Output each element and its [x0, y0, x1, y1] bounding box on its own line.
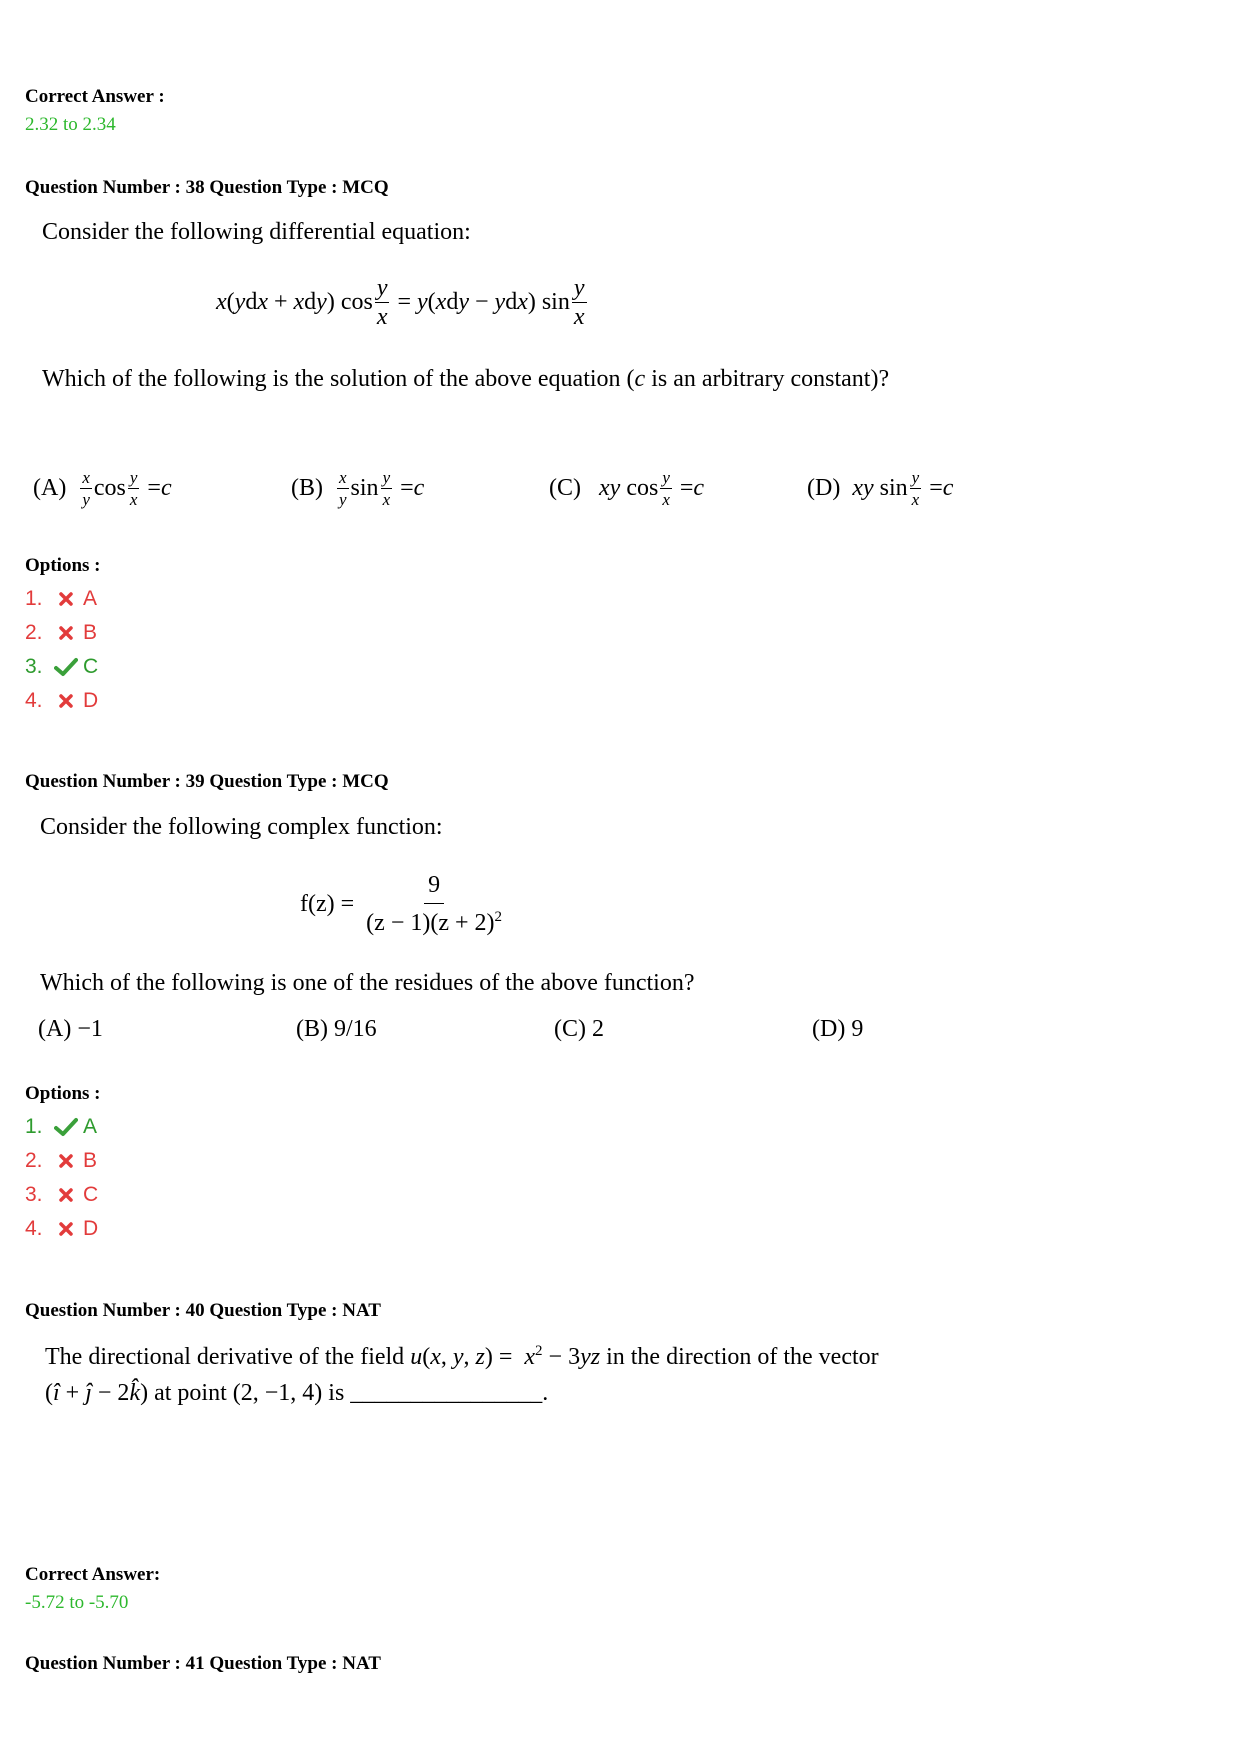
option-1[interactable]: 1. A	[25, 587, 98, 610]
choice-a: (A) −1	[38, 1016, 103, 1042]
question-39-equation: f(z) = $\frac{9}{(z - 1)(z + 2)^2}$	[300, 872, 503, 936]
choice-d: (D) 9	[812, 1016, 864, 1042]
choice-c: (C) xy cos $\frac{y}{x}$ = c	[549, 467, 705, 509]
choice-a: (A) $\frac{x}{y}$ cos $\frac{y}{x}$ = c	[33, 467, 172, 509]
correct-answer-label: Correct Answer :	[25, 86, 165, 107]
question-40-line2: (î + ĵ − 2k̂) at point (2, −1, 4) is ________________.	[45, 1380, 549, 1406]
cross-icon	[53, 591, 79, 607]
correct-answer-value: 2.32 to 2.34	[25, 114, 116, 135]
correct-answer-value: -5.72 to -5.70	[25, 1592, 129, 1613]
question-38-options	[25, 582, 98, 718]
cross-icon	[53, 1187, 79, 1203]
cross-icon	[53, 1153, 79, 1169]
question-40-header: Question Number : 40 Question Type : NAT	[25, 1300, 381, 1321]
question-39-header: Question Number : 39 Question Type : MCQ	[25, 771, 389, 792]
option-4[interactable]: 4. D	[25, 1217, 99, 1240]
correct-answer-label: Correct Answer:	[25, 1564, 161, 1585]
question-40-line1: The directional derivative of the field u(x, y, $z) = x^2 - 3yz$ in the direction of the vector	[45, 1343, 879, 1370]
option-2[interactable]: 2. B	[25, 1149, 98, 1172]
option-2[interactable]: 2. B	[25, 621, 98, 644]
option-3[interactable]: 3. C	[25, 655, 99, 678]
choice-c: (C) 2	[554, 1016, 604, 1042]
cross-icon	[53, 625, 79, 641]
cross-icon	[53, 1221, 79, 1237]
question-38-equation: x(ydx + xdy) cos $\frac{y}{x}$ = y(xdy − ydx) sin $\frac{y}{x}$	[216, 275, 585, 330]
question-39-prompt: Which of the following is one of the residues of the above function?	[40, 970, 695, 996]
question-38-prompt: Which of the following is the solution of the above equation (c is an arbitrary constant)?	[42, 366, 890, 392]
question-38-options-label: Options :	[25, 555, 101, 576]
question-41-header: Question Number : 41 Question Type : NAT	[25, 1653, 381, 1674]
choice-b: (B) 9/16	[296, 1016, 377, 1042]
question-38-header: Question Number : 38 Question Type : MCQ	[25, 177, 389, 198]
question-39-intro: Consider the following complex function:	[40, 814, 443, 840]
choice-d: (D) xy sin $\frac{y}{x}$ = c	[807, 467, 954, 509]
option-3[interactable]: 3. C	[25, 1183, 99, 1206]
check-icon	[53, 657, 79, 677]
choice-b: (B) $\frac{x}{y}$ sin $\frac{y}{x}$ = c	[291, 467, 425, 509]
question-39-choices	[38, 1016, 932, 1043]
question-38-choices	[33, 463, 1033, 513]
cross-icon	[53, 693, 79, 709]
check-icon	[53, 1117, 79, 1137]
question-38-intro: Consider the following differential equation:	[42, 219, 471, 245]
option-4[interactable]: 4. D	[25, 689, 99, 712]
question-39-options-label: Options :	[25, 1083, 101, 1104]
question-39-options	[25, 1110, 98, 1246]
answer-blank[interactable]: ________________	[350, 1380, 543, 1406]
option-1[interactable]: 1. A	[25, 1115, 98, 1138]
